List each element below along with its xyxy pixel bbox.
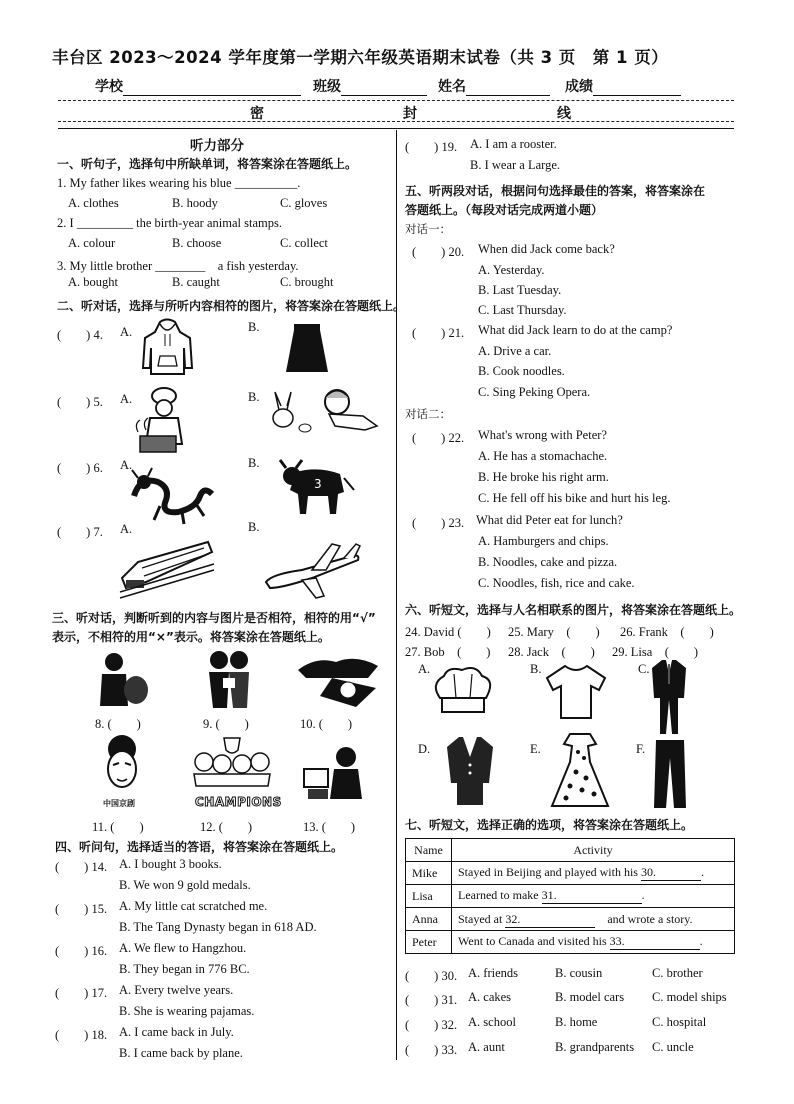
q22-number: ( ) 22. (412, 431, 465, 445)
table-row (406, 862, 735, 885)
name-label: 姓名 (438, 79, 466, 95)
q23-option-a[interactable]: A. Hamburgers and chips. (478, 534, 609, 548)
pic-label-f: F. (636, 742, 646, 756)
q1-option-b[interactable]: B. hoody (172, 196, 218, 210)
section3-title-line1: 三、听对话，判断听到的内容与图片是否相符，相符的用“√” (52, 611, 376, 625)
q20-number: ( ) 20. (412, 245, 465, 259)
q31-option-a[interactable]: A. cakes (468, 990, 512, 1004)
q30-option-b[interactable]: B. cousin (555, 966, 603, 980)
class-label: 班级 (313, 79, 341, 95)
chef-cooking-icon[interactable] (130, 384, 192, 456)
q17-number: ( ) 17. (55, 986, 108, 1000)
q6-a-label: A. (120, 458, 133, 472)
q32-option-a[interactable]: A. school (468, 1015, 516, 1029)
q17-option-b[interactable]: B. She is wearing pajamas. (119, 1004, 255, 1018)
name-field[interactable] (438, 76, 550, 96)
q32-option-c[interactable]: C. hospital (652, 1015, 707, 1029)
tshirt-icon[interactable] (545, 664, 607, 720)
q33-option-a[interactable]: A. aunt (468, 1040, 505, 1054)
q4-number: ( ) 4. (57, 328, 103, 342)
row-activity: Went to Canada and visited his 33. . (452, 931, 735, 954)
row-activity: Learned to make 31. . (452, 885, 735, 908)
q33-option-c[interactable]: C. uncle (652, 1040, 694, 1054)
q7-number: ( ) 7. (57, 525, 103, 539)
q16-option-b[interactable]: B. They began in 776 BC. (119, 962, 250, 976)
kid-computer-icon[interactable] (300, 745, 370, 807)
person-bowl-icon[interactable] (98, 650, 150, 710)
column-divider (396, 130, 397, 1060)
womens-suit-icon[interactable] (445, 735, 495, 807)
dragon-icon[interactable] (130, 466, 215, 526)
section4-title: 四、听问句，选择适当的答语，将答案涂在答题纸上。 (55, 840, 344, 854)
row-name: Peter (406, 931, 452, 954)
q4-a-label: A. (120, 325, 133, 339)
school-label: 学校 (95, 79, 123, 95)
q5-a-label: A. (120, 392, 133, 406)
dress-icon[interactable] (550, 732, 610, 808)
table-row (406, 908, 735, 931)
q18-number: ( ) 18. (55, 1028, 108, 1042)
label-11: 11. ( ) (92, 820, 144, 834)
question-1: 1. My father likes wearing his blue __________. (57, 176, 301, 190)
q14-number: ( ) 14. (55, 860, 108, 874)
q19-number: ( ) 19. (405, 140, 458, 154)
q15-number: ( ) 15. (55, 902, 108, 916)
q4-b-label: B. (248, 320, 260, 334)
pic-label-a: A. (418, 662, 431, 676)
hoody-icon[interactable] (140, 318, 195, 378)
q14-option-b[interactable]: B. We won 9 gold medals. (119, 878, 251, 892)
table-header-name: Name (406, 839, 452, 862)
q33-option-b[interactable]: B. grandparents (555, 1040, 635, 1054)
question-3: 3. My little brother ________ a fish yesterday. (57, 259, 299, 273)
q6-b-label: B. (248, 456, 260, 470)
q21-number: ( ) 21. (412, 326, 465, 340)
q20-option-a[interactable]: A. Yesterday. (478, 263, 545, 277)
q31-option-c[interactable]: C. model ships (652, 990, 727, 1004)
chef-hat-icon[interactable] (432, 664, 494, 716)
blank-30[interactable]: 30. (641, 865, 701, 881)
q15-option-a[interactable]: A. My little cat scratched me. (119, 899, 268, 913)
q31-number: ( ) 31. (405, 993, 458, 1007)
pic-label-b: B. (530, 662, 542, 676)
q31-option-b[interactable]: B. model cars (555, 990, 625, 1004)
q2-option-b[interactable]: B. choose (172, 236, 222, 250)
q18-option-b[interactable]: B. I came back by plane. (119, 1046, 243, 1060)
page-title: 丰台区 2023～2024 学年度第一学期六年级英语期末试卷（共 3 页 第 1 页） (52, 48, 669, 67)
section5-title-line1: 五、听两段对话，根据问句选择最佳的答案，将答案涂在 (405, 184, 706, 198)
q20-question: When did Jack come back? (478, 242, 615, 256)
suit-icon[interactable] (650, 658, 688, 736)
q25-mary: 25. Mary ( ) (508, 625, 600, 639)
skirt-icon[interactable] (282, 322, 332, 374)
q22-option-a[interactable]: A. He has a stomachache. (478, 449, 608, 463)
airplane-icon[interactable] (262, 540, 362, 602)
q22-question: What's wrong with Peter? (478, 428, 607, 442)
q29-lisa: 29. Lisa ( ) (612, 645, 699, 659)
section1-title: 一、听句子，选择句中所缺单词，将答案涂在答题纸上。 (57, 157, 358, 171)
section7-title: 七、听短文，选择正确的选项，将答案涂在答题纸上。 (405, 818, 694, 832)
pic-label-c: C. (638, 662, 650, 676)
q5-number: ( ) 5. (57, 395, 103, 409)
q20-option-b[interactable]: B. Last Tuesday. (478, 283, 562, 297)
q32-number: ( ) 32. (405, 1018, 458, 1032)
q6-number: ( ) 6. (57, 461, 103, 475)
q23-option-c[interactable]: C. Noodles, fish, rice and cake. (478, 576, 635, 590)
peking-opera-icon[interactable] (95, 735, 150, 797)
row-activity: Stayed at 32. and wrote a story. (452, 908, 735, 931)
q19-option-b[interactable]: B. I wear a Large. (470, 158, 561, 172)
seal-line-bottom (58, 121, 734, 122)
label-12: 12. ( ) (200, 820, 253, 834)
seal-line-top (58, 100, 734, 101)
table-row (406, 885, 735, 908)
q7-a-label: A. (120, 522, 133, 536)
q30-number: ( ) 30. (405, 969, 458, 983)
q1-option-c[interactable]: C. gloves (280, 196, 328, 210)
section6-title: 六、听短文，选择与人名相联系的图片，将答案涂在答题纸上。 (405, 603, 742, 617)
dialog1-label: 对话一： (405, 222, 451, 236)
q3-option-c[interactable]: C. brought (280, 275, 334, 289)
section5-title-line2: 答题纸上。（每段对话完成两道小题） (405, 203, 604, 217)
q23-number: ( ) 23. (412, 516, 465, 530)
boy-and-rabbit-icon[interactable] (265, 386, 380, 436)
trophy-team-icon[interactable] (190, 736, 274, 798)
seal-char-3: 线 (557, 106, 571, 122)
q32-option-b[interactable]: B. home (555, 1015, 598, 1029)
label-8: 8. ( ) (95, 717, 141, 731)
score-field[interactable] (565, 76, 681, 96)
q21-option-b[interactable]: B. Cook noodles. (478, 364, 565, 378)
opera-caption: 中国京剧 (103, 799, 135, 808)
train-icon[interactable] (118, 538, 216, 600)
q24-david: 24. David ( ) (405, 625, 491, 639)
pic-label-d: D. (418, 742, 431, 756)
q1-option-a[interactable]: A. clothes (68, 196, 119, 210)
header-rule (58, 128, 734, 129)
blank-33[interactable]: 33. (610, 934, 700, 950)
champions-caption: CHAMPIONS (195, 795, 282, 809)
q3-option-a[interactable]: A. bought (68, 275, 118, 289)
table-row (406, 931, 735, 954)
row-name: Mike (406, 862, 452, 885)
q2-option-a[interactable]: A. colour (68, 236, 116, 250)
q30-option-a[interactable]: A. friends (468, 966, 518, 980)
svg-text:3: 3 (314, 477, 322, 491)
q7-b-label: B. (248, 520, 260, 534)
row-activity: Stayed in Beijing and played with his 30. . (452, 862, 735, 885)
q33-number: ( ) 33. (405, 1043, 458, 1057)
row-name: Anna (406, 908, 452, 931)
q28-jack: 28. Jack ( ) (508, 645, 595, 659)
q17-option-a[interactable]: A. Every twelve years. (119, 983, 234, 997)
dialog2-label: 对话二： (405, 407, 451, 421)
seal-char-1: 密 (250, 106, 264, 122)
listening-title: 听力部分 (190, 138, 244, 154)
blank-32[interactable]: 32. (505, 912, 595, 928)
q21-option-c[interactable]: C. Sing Peking Opera. (478, 385, 591, 399)
label-9: 9. ( ) (203, 717, 249, 731)
question-2: 2. I _________ the birth-year animal stamps. (57, 216, 282, 230)
q30-option-c[interactable]: C. brother (652, 966, 703, 980)
q22-option-c[interactable]: C. He fell off his bike and hurt his leg. (478, 491, 671, 505)
q22-option-b[interactable]: B. He broke his right arm. (478, 470, 609, 484)
q5-b-label: B. (248, 390, 260, 404)
label-10: 10. ( ) (300, 717, 353, 731)
q14-option-a[interactable]: A. I bought 3 books. (119, 857, 222, 871)
section3-title-line2: 表示，不相符的用“×”表示。将答案涂在答题纸上。 (52, 630, 330, 644)
q2-option-c[interactable]: C. collect (280, 236, 328, 250)
row-name: Lisa (406, 885, 452, 908)
q20-option-c[interactable]: C. Last Thursday. (478, 303, 567, 317)
label-13: 13. ( ) (303, 820, 356, 834)
couple-icon[interactable] (205, 648, 253, 710)
ox-icon[interactable] (278, 456, 356, 518)
section2-title: 二、听对话，选择与所听内容相符的图片，将答案涂在答题纸上。 (57, 299, 406, 313)
seal-char-2: 封 (403, 106, 417, 122)
q21-question: What did Jack learn to do at the camp? (478, 323, 673, 337)
pic-label-e: E. (530, 742, 541, 756)
school-field[interactable] (95, 76, 301, 96)
q27-bob: 27. Bob ( ) (405, 645, 491, 659)
q26-frank: 26. Frank ( ) (620, 625, 714, 639)
q21-option-a[interactable]: A. Drive a car. (478, 344, 552, 358)
q23-question: What did Peter eat for lunch? (476, 513, 623, 527)
tea-ship-icon[interactable] (296, 652, 381, 707)
trousers-icon[interactable] (652, 738, 688, 810)
class-field[interactable] (313, 76, 427, 96)
activity-table (405, 838, 735, 954)
q23-option-b[interactable]: B. Noodles, cake and pizza. (478, 555, 618, 569)
table-header-activity: Activity (452, 839, 735, 862)
blank-31[interactable]: 31. (542, 888, 642, 904)
q16-option-a[interactable]: A. We flew to Hangzhou. (119, 941, 247, 955)
q19-option-a[interactable]: A. I am a rooster. (470, 137, 557, 151)
score-label: 成绩 (565, 79, 593, 95)
q16-number: ( ) 16. (55, 944, 108, 958)
q18-option-a[interactable]: A. I came back in July. (119, 1025, 234, 1039)
q3-option-b[interactable]: B. caught (172, 275, 220, 289)
q15-option-b[interactable]: B. The Tang Dynasty began in 618 AD. (119, 920, 317, 934)
